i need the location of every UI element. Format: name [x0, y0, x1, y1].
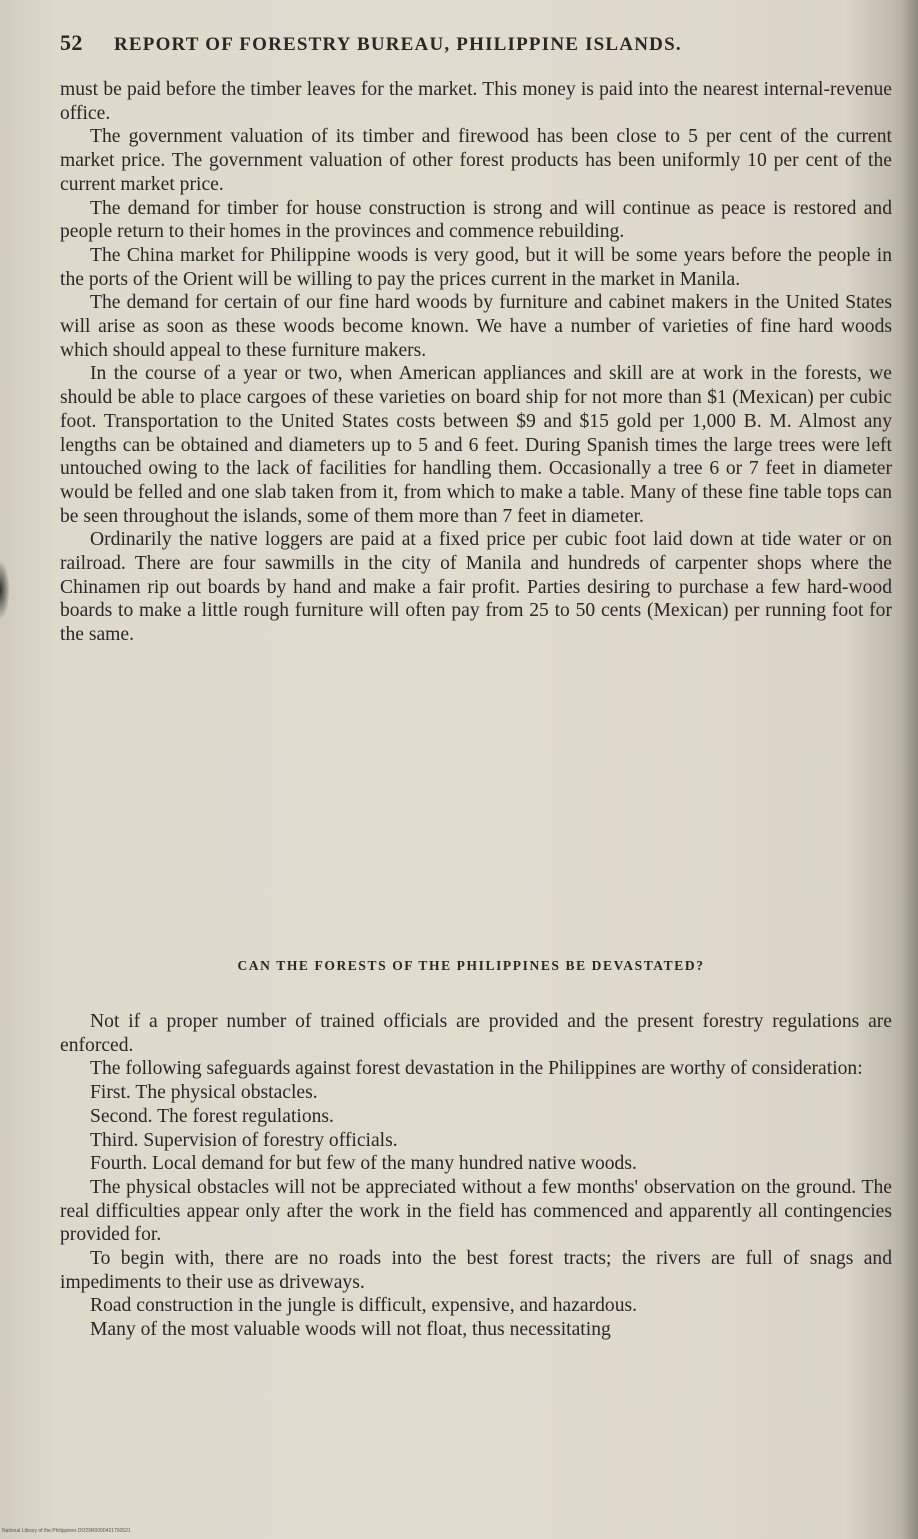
paragraph: The government valuation of its timber and firewood has been close to 5 per cent of the current market price. The government valuation of other forest products has been uniformly 10 per cent of the current market price. [60, 126, 892, 195]
binding-shadow [0, 560, 10, 620]
list-item: Third. Supervision of forestry officials. [90, 1129, 398, 1151]
paragraph: Many of the most valuable woods will not float, thus necessitating [90, 1319, 611, 1341]
page-header [60, 30, 860, 60]
paragraph: In the course of a year or two, when American appliances and skill are at work in the forests, we should be able to place cargoes of these varieties on board ship for not more than $1 (Mexican) per cubic foot. Transportation to the United States costs between $9 and $15 gold per 1,000 B. M. Almost any lengths can be obtained and diameters up to 5 and 6 feet. During Spanish times the large trees were left untouched owing to the lack of facilities for handling them. Occasionally a tree 6 or 7 feet in diameter would be felled and one slab taken from it, from which to make a table. Many of these fine table tops can be seen throughout the islands, some of them more than 7 feet in diameter. [60, 363, 892, 527]
list-item: Fourth. Local demand for but few of the many hundred native woods. [90, 1153, 637, 1175]
body-text-upper [60, 78, 892, 647]
running-head: REPORT OF FORESTRY BUREAU, PHILIPPINE ISLANDS. [113, 34, 682, 55]
paragraph: Ordinarily the native loggers are paid at a fixed price per cubic foot laid down at tide water or on railroad. There are four sawmills in the city of Manila and hundreds of carpenter shops where the Chinamen rip out boards by hand and make a fair profit. Parties desiring to purchase a few hard-wood boards to make a little rough furniture will often pay from 25 to 50 cents (Mexican) per running foot for the same. [60, 529, 892, 646]
list-item: First. The physical obstacles. [90, 1082, 318, 1104]
paragraph: Not if a proper number of trained officials are provided and the present forestry regulations are enforced. [60, 1011, 892, 1056]
paragraph: The following safeguards against forest devastation in the Philippines are worthy of consideration: [90, 1058, 863, 1080]
paragraph: must be paid before the timber leaves for the market. This money is paid into the nearest internal-revenue office. [60, 79, 892, 124]
paragraph: The demand for timber for house construction is strong and will continue as peace is restored and people return to their homes in the provinces and commence rebuilding. [60, 197, 892, 243]
page-number: 52 [60, 30, 83, 55]
paragraph: Road construction in the jungle is difficult, expensive, and hazardous. [90, 1295, 638, 1317]
section-heading: CAN THE FORESTS OF THE PHILIPPINES BE DEVASTATED? [237, 958, 705, 973]
digitization-mark: National Library of the Philippines DO29R0000421700521 [2, 1528, 131, 1534]
paragraph: The China market for Philippine woods is very good, but it will be some years before the people in the ports of the Orient will be willing to pay the prices current in the market in Manila. [60, 244, 892, 290]
body-text-lower [60, 1010, 892, 1342]
paragraph: To begin with, there are no roads into the best forest tracts; the rivers are full of snags and impediments to their use as driveways. [60, 1248, 892, 1293]
list-item: Second. The forest regulations. [90, 1105, 334, 1127]
paragraph: The demand for certain of our fine hard woods by furniture and cabinet makers in the United States will arise as soon as these woods become known. We have a number of varieties of fine hard woods which should appeal to these furniture makers. [60, 292, 892, 361]
paragraph: The physical obstacles will not be appreciated without a few months' observation on the ground. The real difficulties appear only after the work in the field has commenced and apparently all contingencies provided for. [60, 1176, 892, 1246]
